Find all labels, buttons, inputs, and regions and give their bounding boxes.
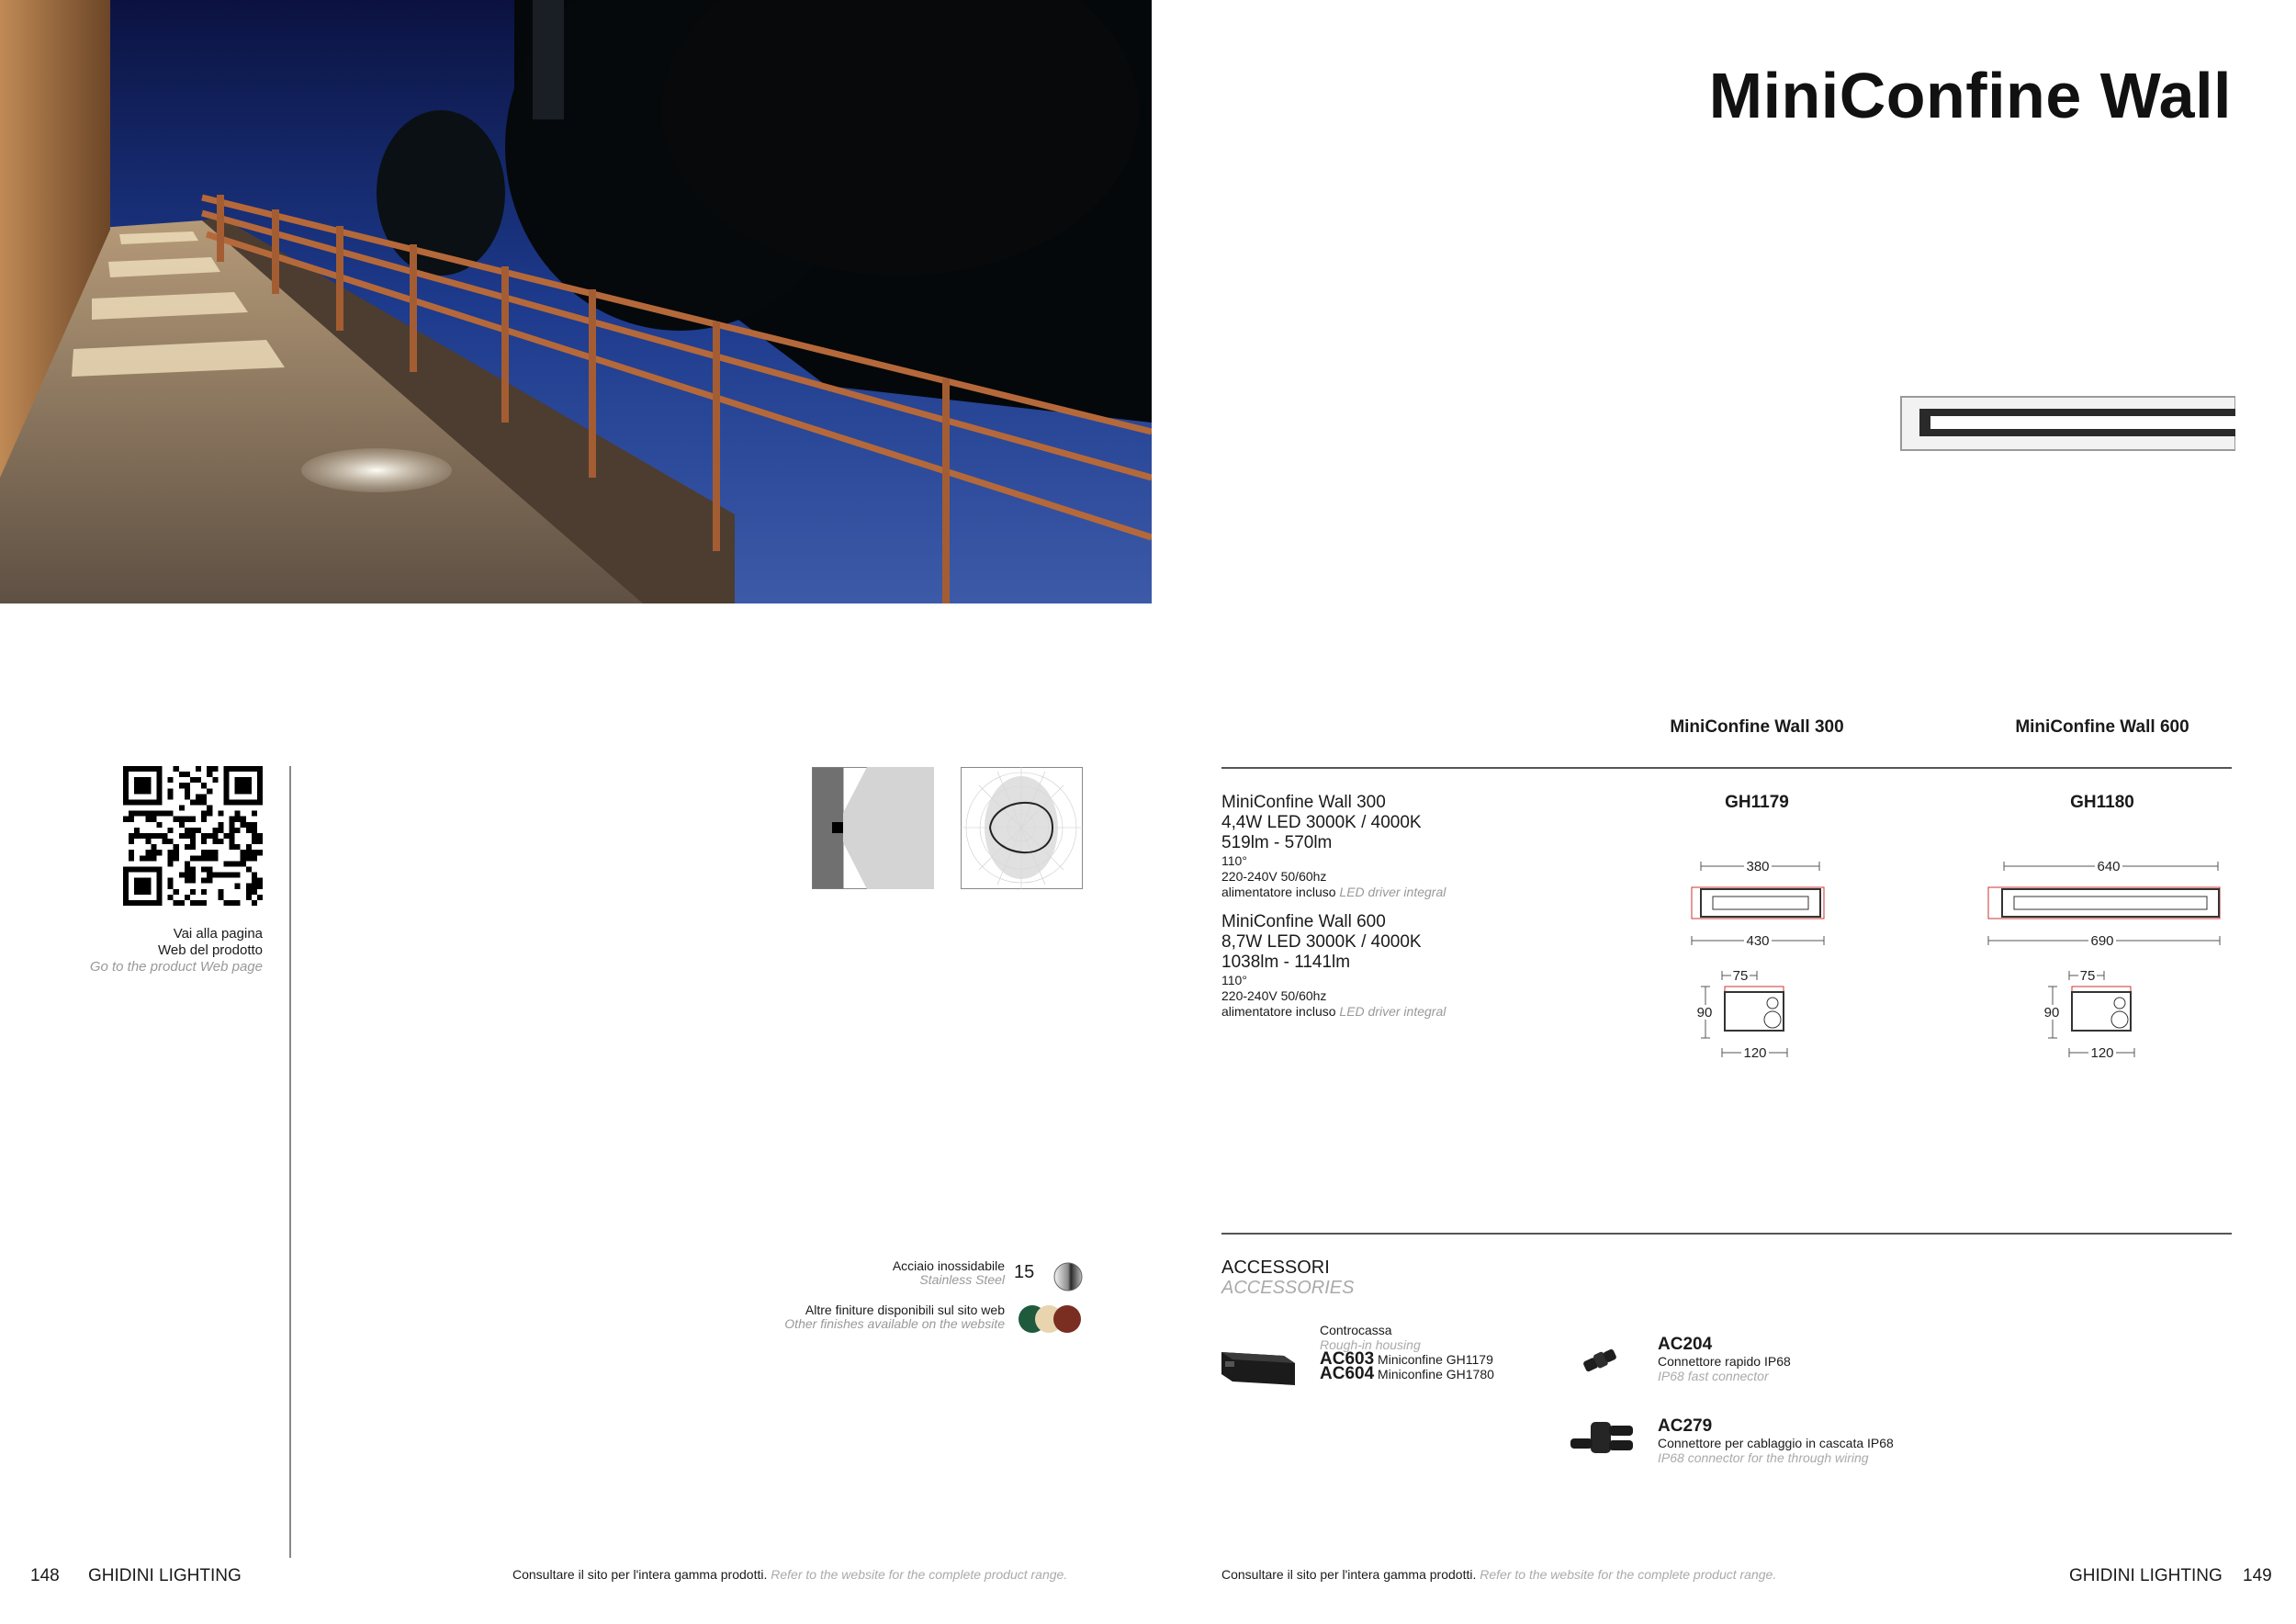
footer-note-left: Consultare il sito per l'intera gamma prodotti. Refer to the website for the complete product range. [512, 1567, 1068, 1582]
cascade-connector-image [1567, 1416, 1637, 1459]
ac204-it: Connettore rapido IP68 [1658, 1354, 1791, 1369]
page-number-left: 148 [30, 1566, 60, 1585]
spec-power: 4,4W LED 3000K / 4000K [1221, 813, 1422, 832]
beam-direction-diagram [812, 767, 934, 889]
footer-note-right: Consultare il sito per l'intera gamma prodotti. Refer to the website for the complete product range. [1221, 1567, 1777, 1582]
spec-power: 8,7W LED 3000K / 4000K [1221, 932, 1422, 952]
spec-lumen: 1038lm - 1141lm [1221, 953, 1351, 972]
table-top-rule [1221, 767, 2232, 769]
dim-width-label: 75 [1732, 968, 1749, 984]
product-code-300: GH1179 [1725, 793, 1789, 812]
column-header-300: MiniConfine Wall 300 [1670, 717, 1844, 737]
product-image [1899, 395, 2235, 452]
finish-steel-it: Acciaio inossidabile [892, 1258, 1005, 1273]
accessories-title [1221, 1257, 1354, 1298]
fast-connector-image [1580, 1345, 1620, 1376]
finish-other-it: Altre finiture disponibili sul sito web [805, 1303, 1005, 1317]
dim-width-label: 75 [2079, 968, 2096, 984]
ac279-code: AC279 [1658, 1416, 1713, 1436]
spec-voltage: 220-240V 50/60hz [1221, 988, 1327, 1003]
accessory-housing [1320, 1323, 1595, 1382]
qr-caption-it-1: Vai alla pagina [173, 926, 263, 942]
finish-other-en: Other finishes available on the website [784, 1316, 1005, 1331]
column-header-600: MiniConfine Wall 600 [2015, 717, 2189, 737]
spec-lumen: 519lm - 570lm [1221, 833, 1333, 852]
dim-bottom-label: 690 [2090, 933, 2114, 949]
accessories-rule [1221, 1233, 2232, 1235]
finish-swatch [1053, 1305, 1081, 1333]
accessory-ac279 [1658, 1417, 2025, 1465]
accessory-ac204 [1658, 1336, 1970, 1383]
dim-bottom-label: 430 [1746, 933, 1770, 949]
accessories-title-en: ACCESSORIES [1221, 1278, 1355, 1298]
finish-code: 15 [1014, 1262, 1035, 1282]
spec-block-300 [1221, 793, 1653, 900]
finish-steel-en: Stainless Steel [919, 1272, 1005, 1287]
spec-angle: 110° [1221, 853, 1247, 868]
dim-depth-label: 120 [1743, 1045, 1767, 1061]
dim-depth-label: 120 [2090, 1045, 2114, 1061]
spec-name: MiniConfine Wall 300 [1221, 793, 1386, 812]
page-title: MiniConfine Wall [1708, 60, 2232, 131]
ac604-line: AC604 Miniconfine GH1780 [1320, 1364, 1494, 1383]
spec-voltage: 220-240V 50/60hz [1221, 869, 1327, 884]
qr-code[interactable] [123, 766, 263, 906]
spec-block-600 [1221, 912, 1653, 1020]
hero-photo [0, 0, 1152, 603]
housing-it: Controcassa [1320, 1323, 1392, 1337]
dimension-drawing-600 [1979, 854, 2227, 1066]
dim-top-label: 640 [2097, 859, 2121, 874]
spec-angle: 110° [1221, 973, 1247, 987]
accessories-title-it: ACCESSORI [1221, 1257, 1330, 1278]
dim-height-label: 90 [2043, 1005, 2060, 1021]
product-code-600: GH1180 [2070, 793, 2134, 812]
color-swatches [1018, 1304, 1086, 1334]
spec-driver: alimentatore incluso LED driver integral [1221, 1004, 1446, 1019]
ac204-en: IP68 fast connector [1658, 1369, 1769, 1383]
dimension-drawing-300 [1685, 854, 1832, 1066]
housing-en: Rough-in housing [1320, 1337, 1421, 1352]
steel-swatch [1053, 1262, 1083, 1291]
ac279-en: IP68 connector for the through wiring [1658, 1450, 1869, 1465]
vertical-divider [289, 766, 291, 1558]
polar-light-distribution-diagram [961, 767, 1083, 889]
ac204-code: AC204 [1658, 1335, 1713, 1354]
ac603-line: AC603 Miniconfine GH1179 [1320, 1349, 1493, 1369]
brand-left: GHIDINI LIGHTING [88, 1566, 242, 1585]
dim-height-label: 90 [1696, 1005, 1713, 1021]
qr-caption-it-2: Web del prodotto [158, 942, 263, 958]
finish-stainless-steel [735, 1259, 1005, 1287]
qr-caption-en: Go to the product Web page [89, 959, 263, 975]
ac279-it: Connettore per cablaggio in cascata IP68 [1658, 1436, 1894, 1450]
finish-other [735, 1303, 1005, 1331]
spec-name: MiniConfine Wall 600 [1221, 912, 1386, 931]
spec-driver: alimentatore incluso LED driver integral [1221, 885, 1446, 899]
page-number-right: 149 [2243, 1566, 2272, 1585]
rough-in-housing-image [1220, 1343, 1297, 1387]
dim-top-label: 380 [1746, 859, 1770, 874]
qr-caption [55, 926, 263, 976]
brand-right: GHIDINI LIGHTING [2069, 1566, 2223, 1585]
